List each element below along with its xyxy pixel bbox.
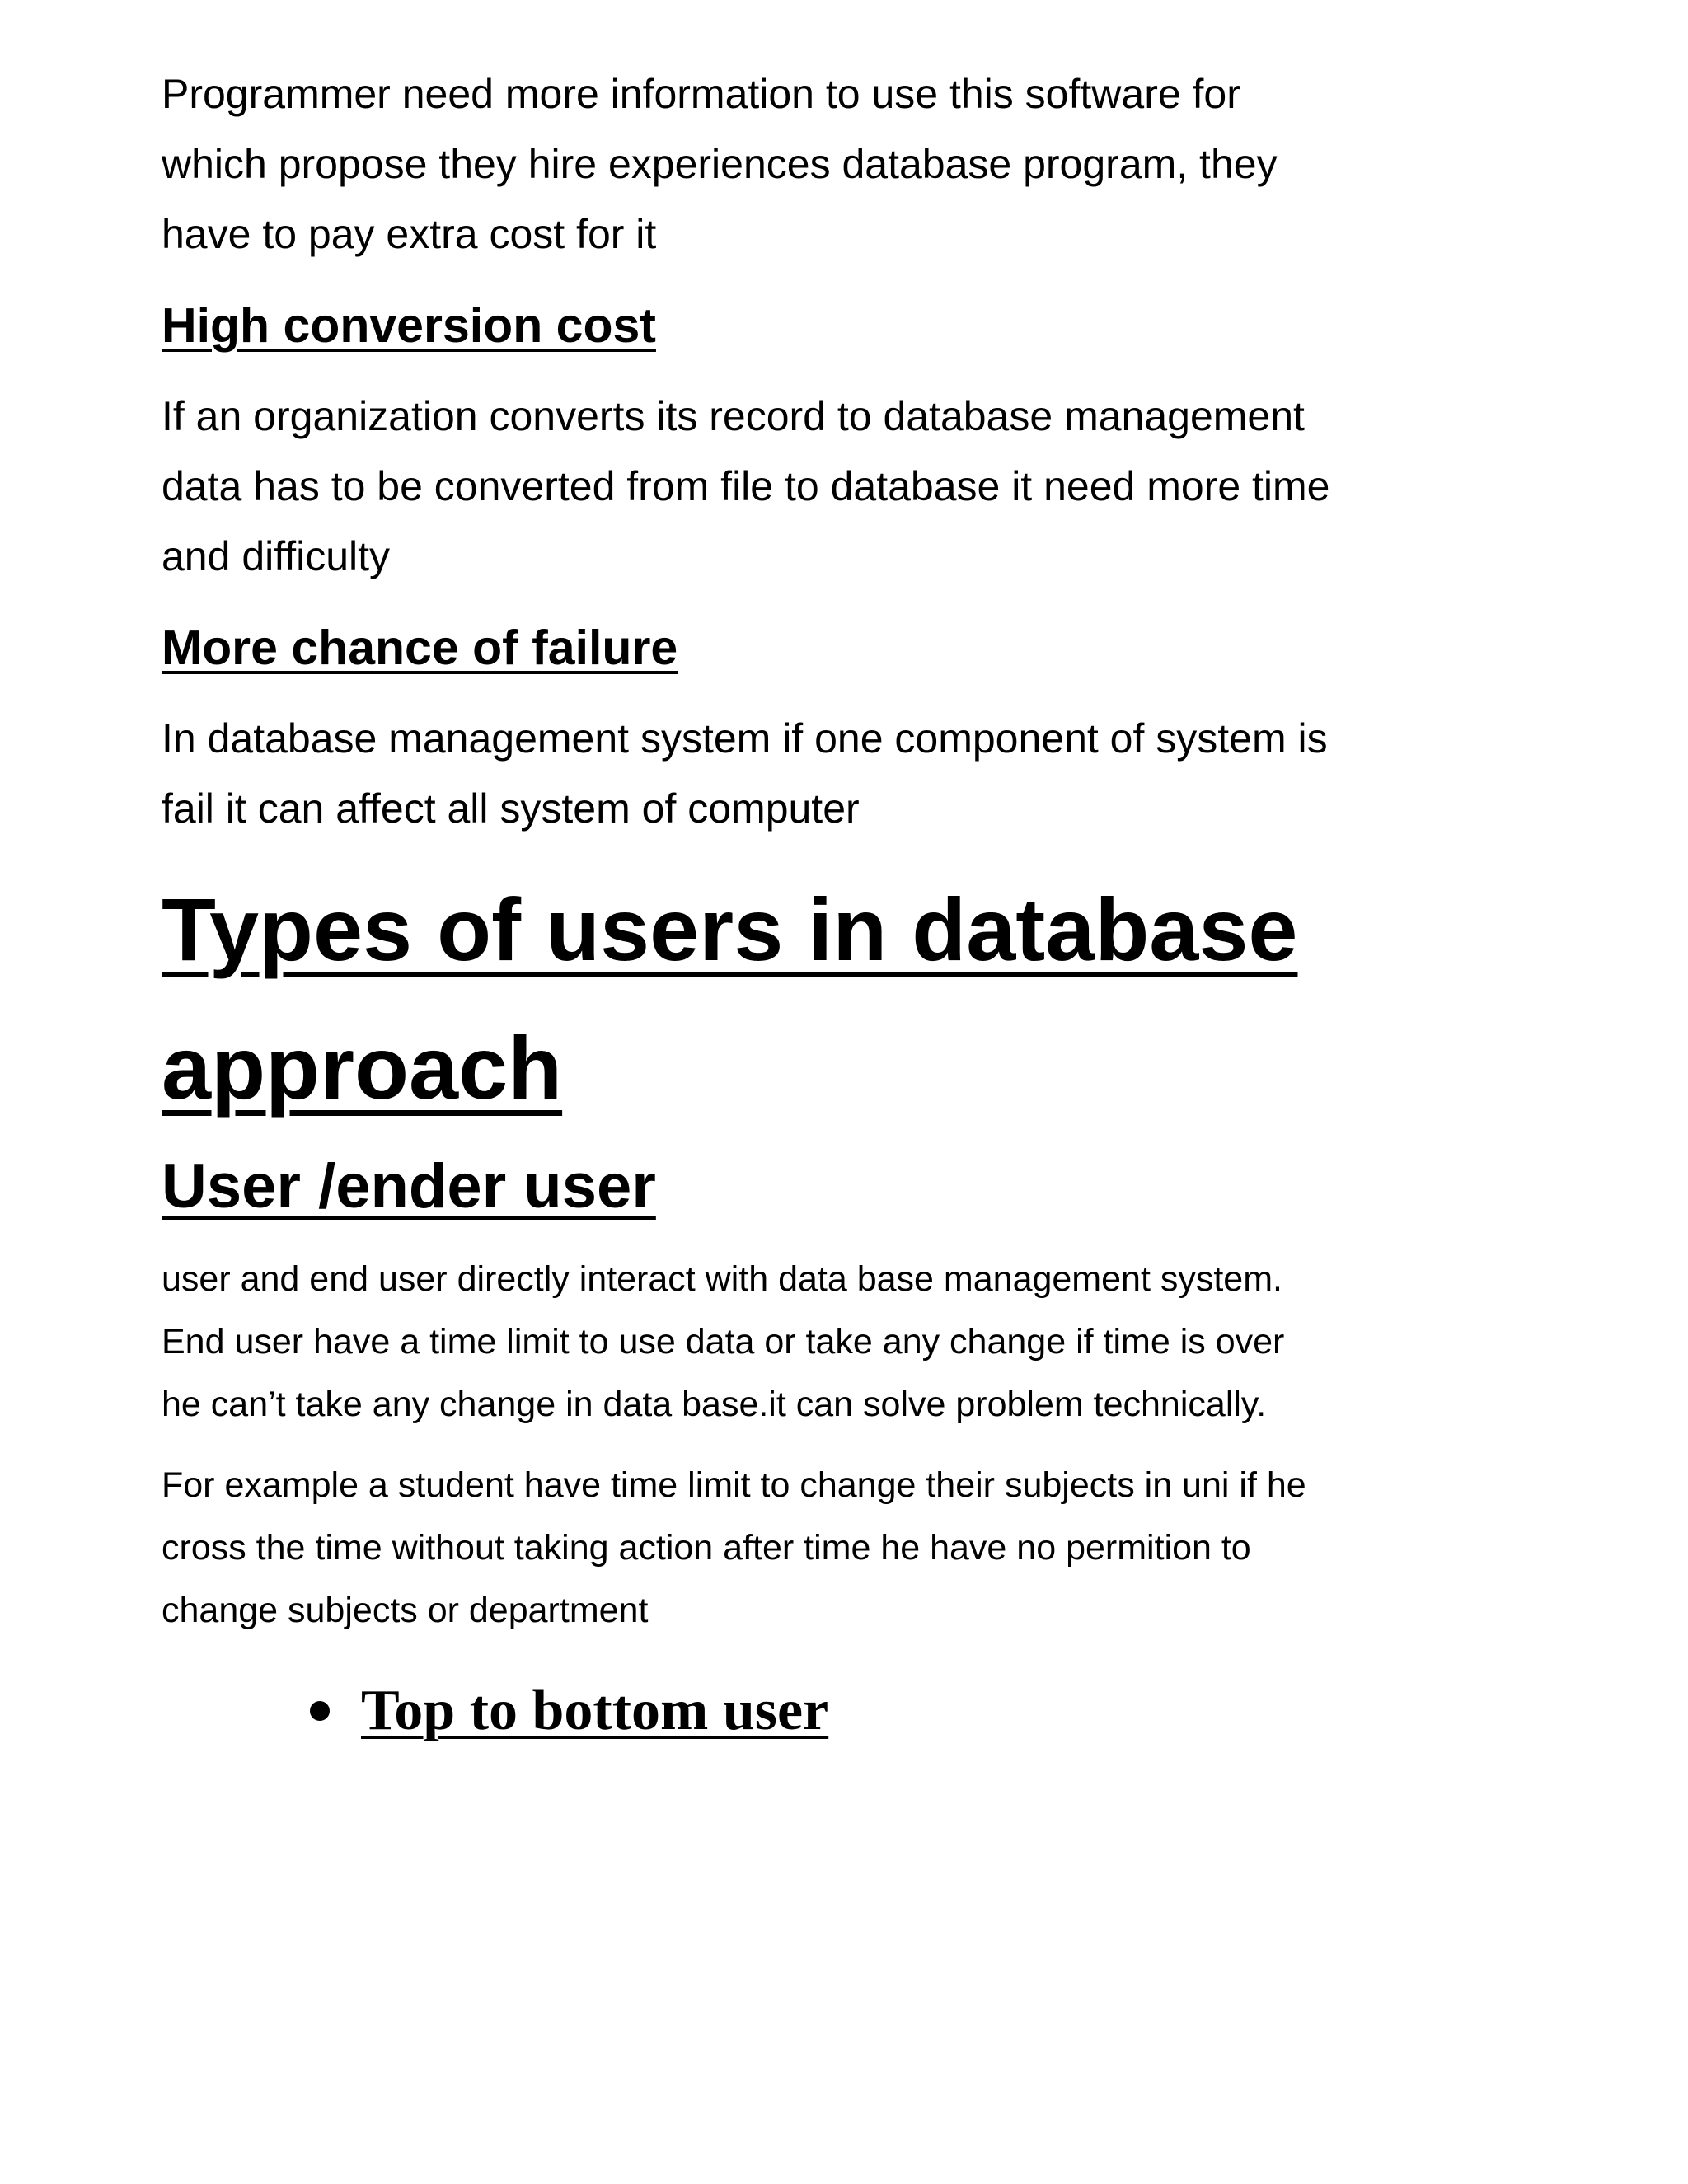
heading-types-of-users: Types of users in database approach (162, 879, 1298, 1118)
end-user-paragraph: user and end user directly interact with data base management system. End user have a time limit to use data or take any change if time is over he can’t take any change in data base.it can solve problem technically. (162, 1259, 1285, 1424)
bullet-text-top-to-bottom-user: Top to bottom user (361, 1679, 829, 1742)
heading-more-chance-of-failure: More chance of failure (162, 621, 678, 675)
example-paragraph: For example a student have time limit to change their subjects in uni if he cross the time without taking action after time he have no permition to change subjects or department (162, 1465, 1306, 1630)
intro-paragraph: Programmer need more information to use this software for which propose they hire experiences database program, they have to pay extra cost for it (162, 71, 1278, 257)
heading-user-ender-user: User /ender user (162, 1151, 656, 1221)
list-item (310, 1671, 1490, 1750)
more-chance-of-failure-paragraph: In database management system if one component of system is fail it can affect all system of computer (162, 715, 1328, 832)
heading-high-conversion-cost: High conversion cost (162, 298, 656, 353)
high-conversion-cost-paragraph: If an organization converts its record to database management data has to be converted from file to database it need more time and difficulty (162, 393, 1330, 579)
bullet-list (162, 1671, 1490, 1750)
bullet-dot-icon (310, 1701, 330, 1721)
